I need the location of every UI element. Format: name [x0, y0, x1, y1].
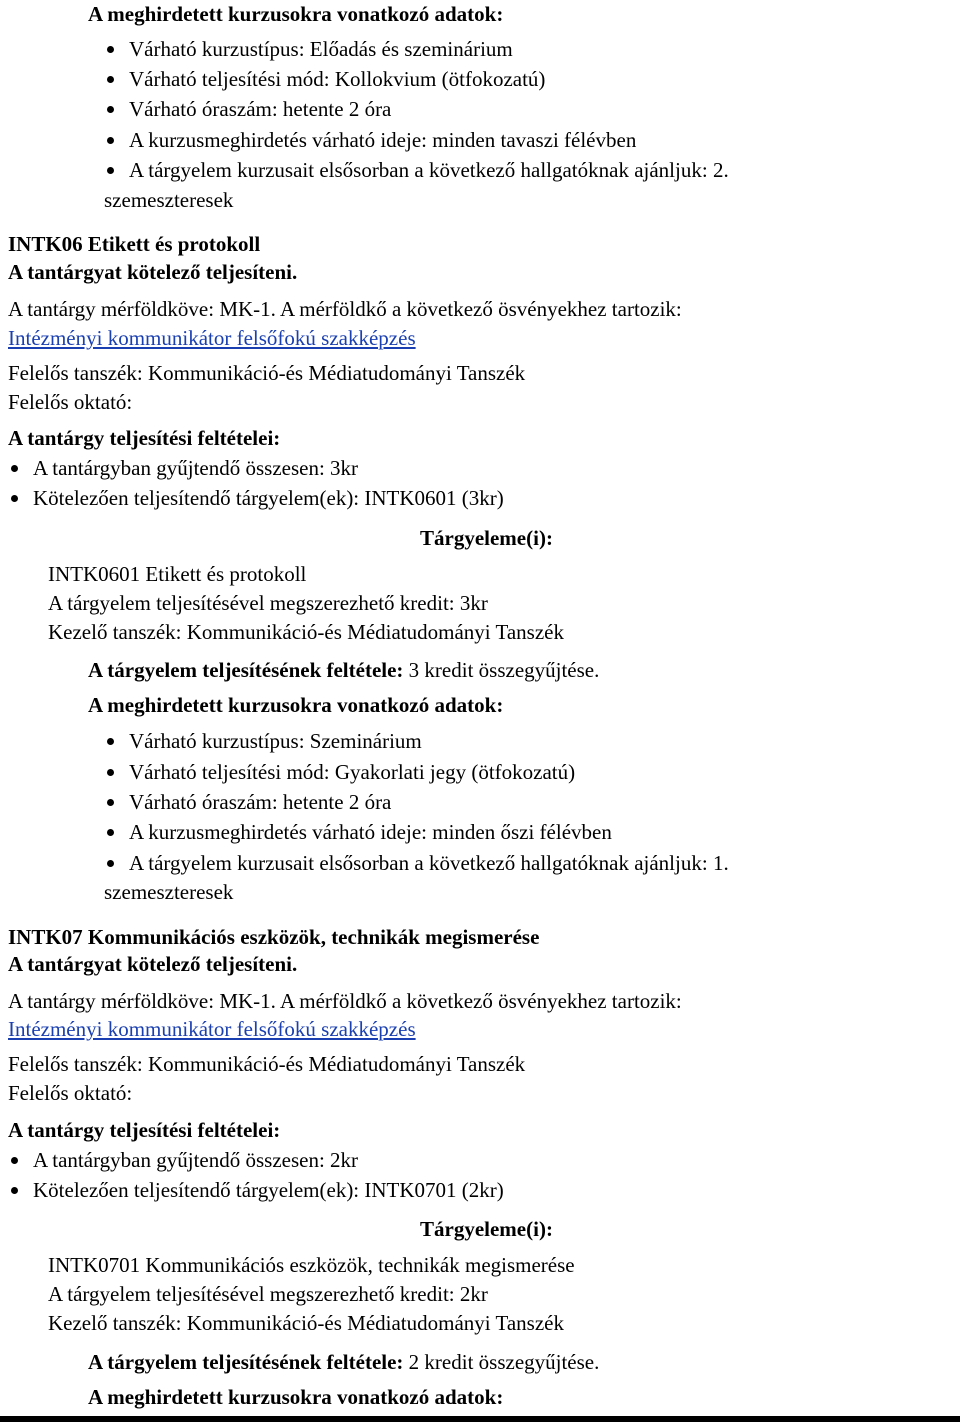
elements-heading: Tárgyeleme(i):	[420, 526, 553, 550]
requirement-item: Kötelezően teljesítendő tárgyelem(ek): INTK0601 (3kr)	[33, 486, 504, 510]
mandatory-note: A tantárgyat kötelező teljesíteni.	[8, 952, 298, 976]
element-credit: A tárgyelem teljesítésével megszerezhető kredit: 3kr	[48, 591, 488, 615]
condition-value: 2 kredit összegyűjtése.	[403, 1350, 600, 1374]
element-department: Kezelő tanszék: Kommunikáció-és Médiatudományi Tanszék	[48, 620, 564, 644]
element-department: Kezelő tanszék: Kommunikáció-és Médiatudományi Tanszék	[48, 1311, 564, 1335]
responsible-instructor: Felelős oktató:	[8, 1081, 133, 1105]
element-credit: A tárgyelem teljesítésével megszerezhető kredit: 2kr	[48, 1282, 488, 1306]
responsible-instructor: Felelős oktató:	[8, 390, 133, 414]
list-item: A tárgyelem kurzusait elsősorban a következő hallgatóknak ajánljuk: 1.	[129, 851, 729, 875]
requirements-heading: A tantárgy teljesítési feltételei:	[8, 1118, 281, 1142]
mandatory-note: A tantárgyat kötelező teljesíteni.	[8, 260, 298, 284]
list-item: Várható kurzustípus: Előadás és szeminárium	[129, 37, 513, 61]
list-item: Várható kurzustípus: Szeminárium	[129, 729, 422, 753]
list-item: A kurzusmeghirdetés várható ideje: minden tavaszi félévben	[129, 128, 637, 152]
course-info-heading: A meghirdetett kurzusokra vonatkozó adatok:	[88, 2, 504, 26]
requirement-item: A tantárgyban gyűjtendő összesen: 3kr	[33, 456, 359, 480]
element-title: INTK0701 Kommunikációs eszközök, technikák megismerése	[48, 1253, 575, 1277]
condition-label: A tárgyelem teljesítésének feltétele:	[88, 658, 404, 682]
list-item: Várható teljesítési mód: Kollokvium (ötfokozatú)	[129, 67, 546, 91]
course-title: INTK07 Kommunikációs eszközök, technikák megismerése	[8, 925, 540, 949]
page-bottom-rule	[0, 1416, 960, 1422]
element-title: INTK0601 Etikett és protokoll	[48, 562, 307, 586]
element-condition	[88, 656, 599, 684]
element-condition	[88, 1348, 599, 1376]
responsible-department: Felelős tanszék: Kommunikáció-és Médiatudományi Tanszék	[8, 1052, 526, 1076]
path-link[interactable]: Intézményi kommunikátor felsőfokú szakképzés	[8, 326, 416, 350]
course-info-heading: A meghirdetett kurzusokra vonatkozó adatok:	[88, 1385, 504, 1409]
path-link[interactable]: Intézményi kommunikátor felsőfokú szakképzés	[8, 1017, 416, 1041]
list-item-continuation: szemeszteresek	[104, 880, 234, 904]
requirement-item: A tantárgyban gyűjtendő összesen: 2kr	[33, 1148, 359, 1172]
course-info-heading: A meghirdetett kurzusokra vonatkozó adatok:	[88, 693, 504, 717]
requirements-heading: A tantárgy teljesítési feltételei:	[8, 426, 281, 450]
list-item: A kurzusmeghirdetés várható ideje: minden őszi félévben	[129, 820, 612, 844]
condition-label: A tárgyelem teljesítésének feltétele:	[88, 1350, 404, 1374]
course-title: INTK06 Etikett és protokoll	[8, 232, 261, 256]
list-item: A tárgyelem kurzusait elsősorban a következő hallgatóknak ajánljuk: 2.	[129, 158, 729, 182]
list-item: Várható óraszám: hetente 2 óra	[129, 97, 392, 121]
milestone-text: A tantárgy mérföldköve: MK-1. A mérföldkő a következő ösvényekhez tartozik:	[8, 297, 682, 321]
condition-value: 3 kredit összegyűjtése.	[403, 658, 600, 682]
elements-heading: Tárgyeleme(i):	[420, 1217, 553, 1241]
milestone-text: A tantárgy mérföldköve: MK-1. A mérföldkő a következő ösvényekhez tartozik:	[8, 989, 682, 1013]
list-item: Várható óraszám: hetente 2 óra	[129, 790, 392, 814]
list-item: Várható teljesítési mód: Gyakorlati jegy (ötfokozatú)	[129, 760, 576, 784]
responsible-department: Felelős tanszék: Kommunikáció-és Médiatudományi Tanszék	[8, 361, 526, 385]
list-item-continuation: szemeszteresek	[104, 188, 234, 212]
requirement-item: Kötelezően teljesítendő tárgyelem(ek): INTK0701 (2kr)	[33, 1178, 504, 1202]
